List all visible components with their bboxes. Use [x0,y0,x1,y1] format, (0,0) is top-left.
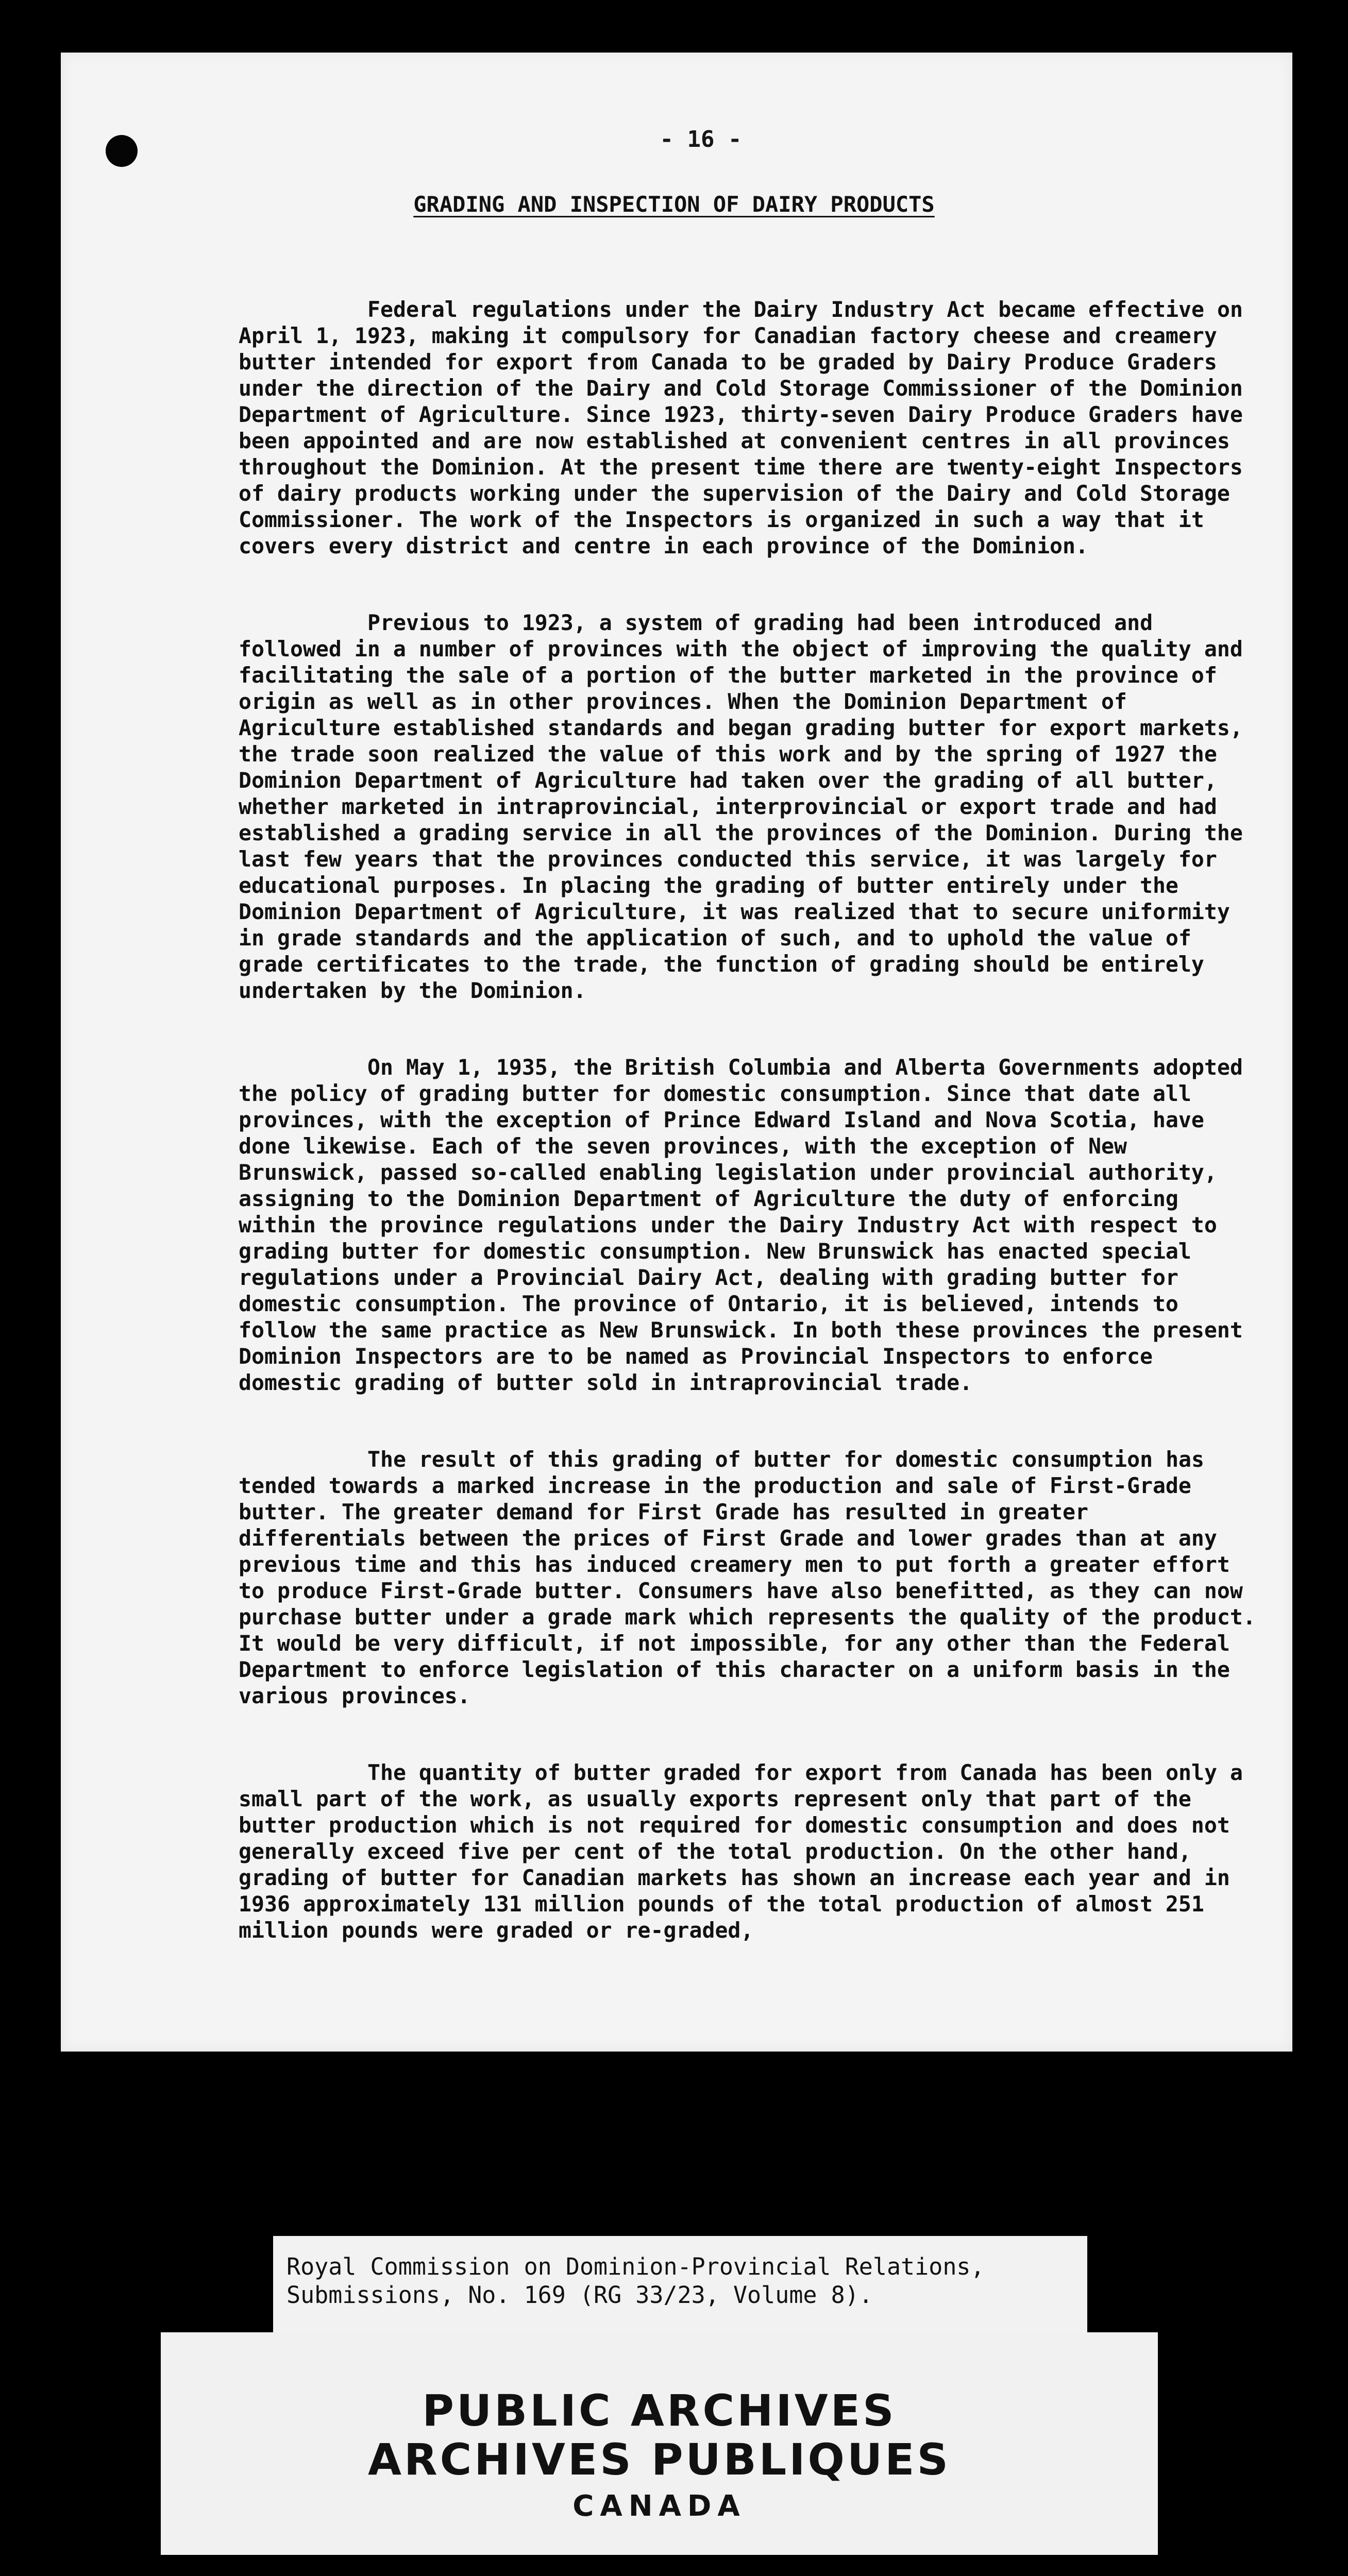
paragraph-5: The quantity of butter graded for export from Canada has been only a small part of the work, as usually exports represent only that part of the butter production which is not required for domestic consumption and does not generally exceed five per cent of the total production. On the other hand, grading of butter for Canadian markets has shown an increase each year and in 1936 approximately 131 million pounds of the total production of almost 251 million pounds were graded or re-graded, [239,1760,1243,1943]
stamp-line-1: PUBLIC ARCHIVES [422,2385,897,2436]
caption-line-2: Submissions, No. 169 (RG 33/23, Volume 8). [287,2281,873,2309]
page-number: - 16 - [660,126,742,152]
body-text [239,296,1259,1994]
paragraph-1: Federal regulations under the Dairy Industry Act became effective on April 1, 1923, making it compulsory for Canadian factory cheese and creamery butter intended for export from Canada to be graded by Dairy Produce Graders under the direction of the Dairy and Cold Storage Commissioner of the Dominion Department of Agriculture. Since 1923, thirty-seven Dairy Produce Graders have been appointed and are now established at convenient centres in all provinces throughout the Dominion. At the present time there are twenty-eight Inspectors of dairy products working under the supervision of the Dairy and Cold Storage Commissioner. The work of the Inspectors is organized in such a way that it covers every district and centre in each province of the Dominion. [239,297,1243,558]
caption-line-1: Royal Commission on Dominion-Provincial Relations, [287,2253,985,2280]
page-title: GRADING AND INSPECTION OF DAIRY PRODUCTS [413,192,935,217]
archives-stamp [161,2332,1158,2555]
paragraph-2: Previous to 1923, a system of grading had been introduced and followed in a number of provinces with the object of improving the quality and facilitating the sale of a portion of the butter marketed in the province of origin as well as in other provinces. When the Dominion Department of Agriculture established standards and began grading butter for export markets, the trade soon realized the value of this work and by the spring of 1927 the Dominion Department of Agriculture had taken over the grading of all butter, whether marketed in intraprovincial, interprovincial or export trade and had established a grading service in all the provinces of the Dominion. During the last few years that the provinces conducted this service, it was largely for educational purposes. In placing the grading of butter entirely under the Dominion Department of Agriculture, it was realized that to secure uniformity in grade standards and the application of such, and to uphold the value of grade certificates to the trade, the function of grading should be entirely undertaken by the Dominion. [239,610,1243,1003]
stamp-line-3: CANADA [572,2489,746,2523]
paragraph-3: On May 1, 1935, the British Columbia and Alberta Governments adopted the policy of grading butter for domestic consumption. Since that date all provinces, with the exception of Prince Edward Island and Nova Scotia, have done likewise. Each of the seven provinces, with the exception of New Brunswick, passed so-called enabling legislation under provincial authority, assigning to the Dominion Department of Agriculture the duty of enforcing within the province regulations under the Dairy Industry Act with respect to grading butter for domestic consumption. New Brunswick has enacted special regulations under a Provincial Dairy Act, dealing with grading butter for domestic consumption. The province of Ontario, it is believed, intends to follow the same practice as New Brunswick. In both these provinces the present Dominion Inspectors are to be named as Provincial Inspectors to enforce domestic grading of butter sold in intraprovincial trade. [239,1055,1243,1395]
punch-hole [106,135,138,167]
paragraph-4: The result of this grading of butter for domestic consumption has tended towards a marked increase in the production and sale of First-Grade butter. The greater demand for First Grade has resulted in greater differentials between the prices of First Grade and lower grades than at any previous time and this has induced creamery men to put forth a greater effort to produce First-Grade butter. Consumers have also benefitted, as they can now purchase butter under a grade mark which represents the quality of the product. It would be very difficult, if not impossible, for any other than the Federal Department to enforce legislation of this character on a uniform basis in the various provinces. [239,1447,1256,1708]
stamp-line-2: ARCHIVES PUBLIQUES [367,2434,951,2485]
archive-caption [273,2236,1087,2334]
